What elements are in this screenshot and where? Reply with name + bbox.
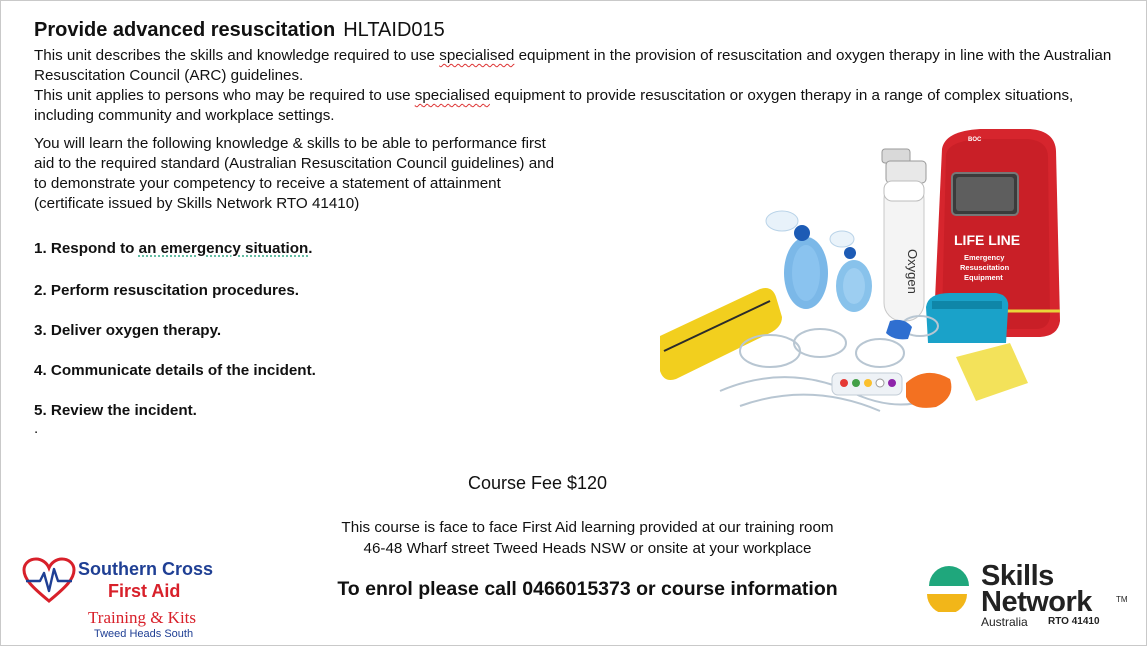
desc1-spelling-word: specialised xyxy=(439,47,515,64)
bag-label-line2: Emergency xyxy=(964,253,1005,262)
outcome-item-4: 4. Communicate details of the incident. xyxy=(34,362,316,379)
unit-code: HLTAID015 xyxy=(343,19,445,41)
learning-line-4: (certificate issued by Skills Network RTO 41410) xyxy=(34,195,360,212)
skills-network-mark-icon xyxy=(925,564,973,612)
teal-case xyxy=(926,293,1008,343)
outcome-1-text-b: . xyxy=(308,240,313,257)
airway-set xyxy=(832,373,902,395)
learning-line-3: to demonstrate your competency to receive a statement of attainment xyxy=(34,175,501,192)
venue-info xyxy=(0,517,1147,559)
venue-line-2: 46-48 Wharf street Tweed Heads NSW or onsite at your workplace xyxy=(363,540,812,557)
learning-intro xyxy=(34,134,674,214)
logo-sn-trademark: TM xyxy=(1116,595,1128,604)
outcome-item-1 xyxy=(34,240,313,257)
skills-network-logo xyxy=(925,562,1135,634)
southern-cross-first-aid-logo xyxy=(22,555,237,643)
resuscitation-kit-photo xyxy=(650,121,1077,423)
title-text: Provide advanced resuscitation xyxy=(34,19,336,41)
outcome-item-3: 3. Deliver oxygen therapy. xyxy=(34,322,222,339)
logo-sn-rto: RTO 41410 xyxy=(1048,616,1100,627)
bag-label-line3: Resuscitation xyxy=(960,263,1010,272)
logo-sc-name: Southern Cross xyxy=(78,559,214,579)
oxygen-cylinder xyxy=(882,149,926,321)
description-paragraph-2 xyxy=(34,86,1134,126)
learning-line-1: You will learn the following knowledge & skills to be able to performance first xyxy=(34,135,546,152)
logo-sc-training: Training & Kits xyxy=(88,608,197,627)
cylinder-label: Oxygen xyxy=(905,249,920,294)
bag-label-lifeline: LIFE LINE xyxy=(954,232,1021,248)
description-paragraph-1 xyxy=(34,46,1134,86)
desc1-text-a: This unit describes the skills and knowledge required to use xyxy=(34,47,440,64)
unit-description xyxy=(34,46,1134,126)
desc2-text-b: equipment to provide resuscitation or oxygen therapy in a range of complex situations, including community and workplace settings. xyxy=(34,87,1074,124)
desc2-spelling-word: specialised xyxy=(414,87,490,104)
desc2-text-a: This unit applies to persons who may be required to use xyxy=(34,87,415,104)
logo-sc-location: Tweed Heads South xyxy=(94,628,194,640)
bag-brand: BOC xyxy=(968,137,982,143)
desc1-text-b: equipment in the provision of resuscitation and oxygen therapy in line with the Australian Resuscitation Council (ARC) guidelines. xyxy=(34,47,1112,84)
heart-ecg-icon xyxy=(22,557,76,605)
course-fee: Course Fee $120 xyxy=(467,473,608,493)
logo-sc-firstaid: First Aid xyxy=(108,581,181,601)
learning-line-2: aid to the required standard (Australian Resuscitation Council guidelines) and xyxy=(34,155,555,172)
logo-sn-skills: Skills xyxy=(981,560,1054,592)
logo-sn-network: Network xyxy=(981,586,1092,618)
outcome-item-5: 5. Review the incident. xyxy=(34,402,197,419)
outcome-item-2: 2. Perform resuscitation procedures. xyxy=(34,282,300,299)
outcome-1-text-a: 1. Respond to xyxy=(34,240,139,257)
enrol-call-to-action: To enrol please call 0466015373 or course information xyxy=(337,578,838,600)
logo-sn-australia: Australia xyxy=(981,615,1028,629)
venue-line-1: This course is face to face First Aid learning provided at our training room xyxy=(341,519,834,536)
bag-label-line4: Equipment xyxy=(964,273,1003,282)
stray-period: . xyxy=(34,420,39,437)
outcome-1-underlined: an emergency situation xyxy=(138,240,309,257)
page-title xyxy=(34,19,445,42)
